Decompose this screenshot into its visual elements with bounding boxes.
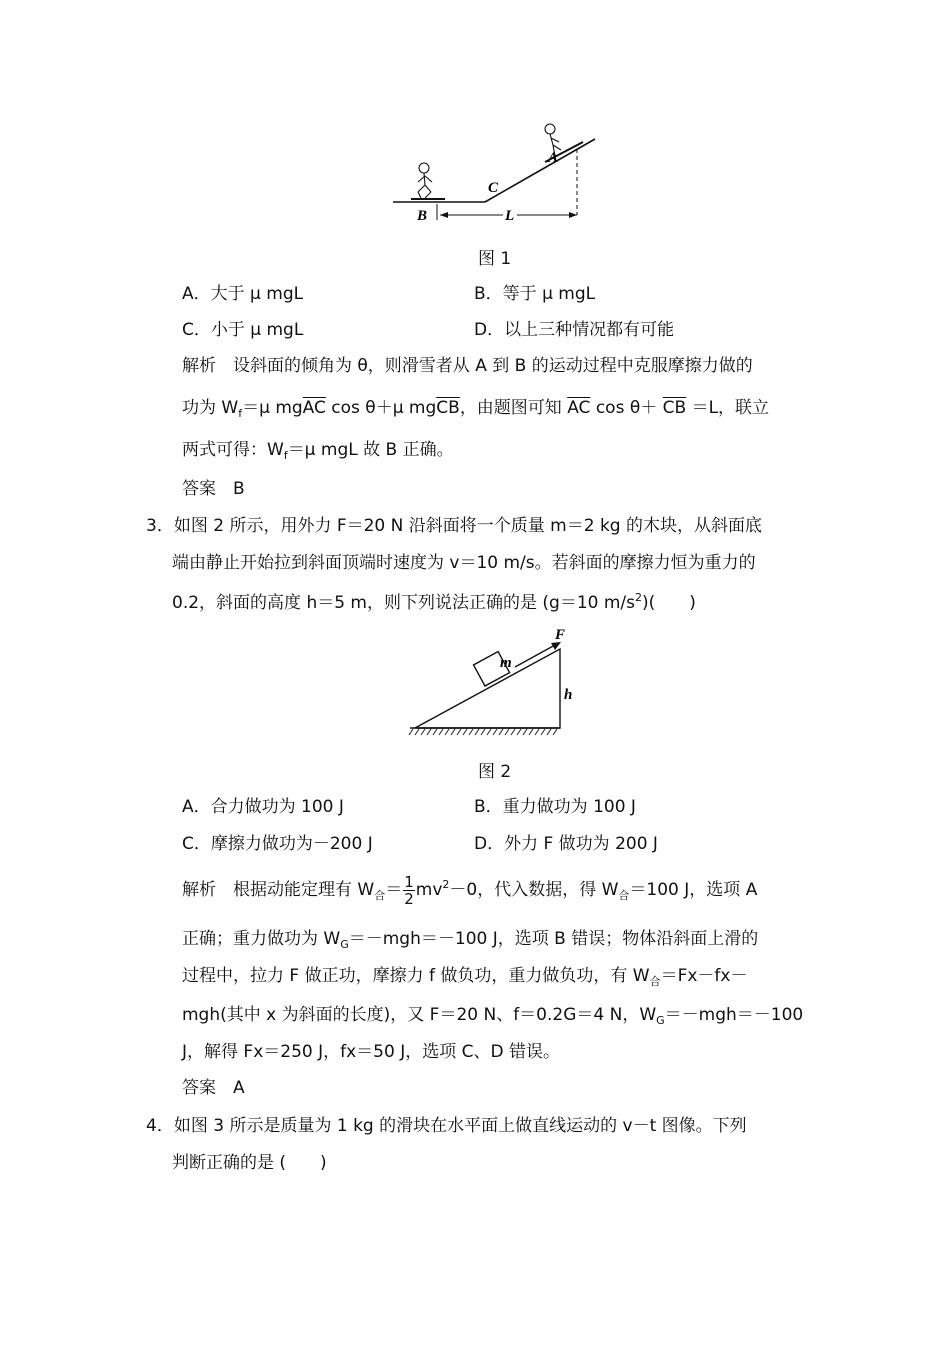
q2-option-d: D．以上三种情况都有可能: [474, 320, 675, 340]
q3-analysis-line-3: 过程中，拉力 F 做正功，摩擦力 f 做负功，重力做负功，有 $W_合=Fx-fx-$: [182, 966, 748, 988]
q2-analysis-line-2: 功为 $W_f=\mu$ $mg\overline{AC}$ cos θ＋μ $mg\overline{CB}$，由题图可知 $\overline{AC}$ $\cos \theta+ \overline{CB} =L$，联立: [182, 398, 770, 420]
q3-analysis-line-4: mgh(其中 x 为斜面的长度)，又 F＝20 N、f＝0.2G＝4 N，$W_G=-mgh=-100$: [182, 1005, 804, 1027]
q3-stem-line-1: 3．如图 2 所示，用外力 F＝20 N 沿斜面将一个质量 m＝2 kg 的木块，从斜面底: [146, 516, 762, 536]
figure-1-caption: 图 1: [478, 249, 512, 269]
q3-option-c: C．摩擦力做功为－200 J: [182, 834, 373, 854]
q3-option-a: A．合力做功为 100 J: [182, 797, 344, 817]
q2-option-c: C．小于 μ mgL: [182, 320, 304, 340]
label-c: C: [488, 180, 499, 196]
label-m: m: [500, 655, 512, 671]
q4-stem-line-1: 4．如图 3 所示是质量为 1 kg 的滑块在水平面上做直线运动的 v－t 图像。下列: [146, 1116, 747, 1136]
q3-answer: 答案 A: [182, 1078, 245, 1098]
q3-option-d: D．外力 F 做功为 200 J: [474, 834, 658, 854]
q3-stem-line-2: 端由静止开始拉到斜面顶端时速度为 v＝10 m/s。若斜面的摩擦力恒为重力的: [172, 553, 756, 573]
q2-answer: 答案 B: [182, 479, 245, 499]
skier-b-icon: [411, 163, 445, 199]
q4-stem-line-2: 判断正确的是 ( ): [172, 1153, 327, 1173]
label-b: B: [417, 208, 428, 224]
q3-analysis-line-5: J，解得 Fx＝250 J，fx＝50 J，选项 C、D 错误。: [182, 1042, 560, 1062]
q2-analysis-line-3: 两式可得：$W_f=\mu$ mgL 故 B 正确。: [182, 440, 454, 462]
q2-option-a: A．大于 μ mgL: [182, 284, 304, 304]
figure-2-incline: [405, 625, 585, 745]
q2-option-b: B．等于 μ mgL: [474, 284, 596, 304]
figure-2-caption: 图 2: [478, 762, 512, 782]
label-a: A: [548, 150, 559, 166]
q3-stem-line-3: 0.2，斜面的高度 h＝5 m，则下列说法正确的是 (g＝10 $m/s^2$)( ): [172, 591, 696, 613]
q2-analysis-line-1: 解析 设斜面的倾角为 θ，则滑雪者从 A 到 B 的运动过程中克服摩擦力做的: [182, 356, 753, 376]
label-h: h: [564, 687, 573, 703]
label-f: F: [555, 627, 566, 643]
q3-analysis-line-1: 解析 根据动能定理有 $W_合=$ $\frac{1}{2}$ $mv^2-0$，代入数据，得 $W_合=100$ J，选项 A: [182, 872, 758, 908]
q3-analysis-line-2: 正确；重力做功为 $W_G=-mgh=-100$ J，选项 B 错误；物体沿斜面上滑的: [182, 929, 759, 951]
q3-option-b: B．重力做功为 100 J: [474, 797, 636, 817]
figure-1-ski-slope: [385, 112, 615, 232]
label-l: L: [505, 208, 515, 224]
